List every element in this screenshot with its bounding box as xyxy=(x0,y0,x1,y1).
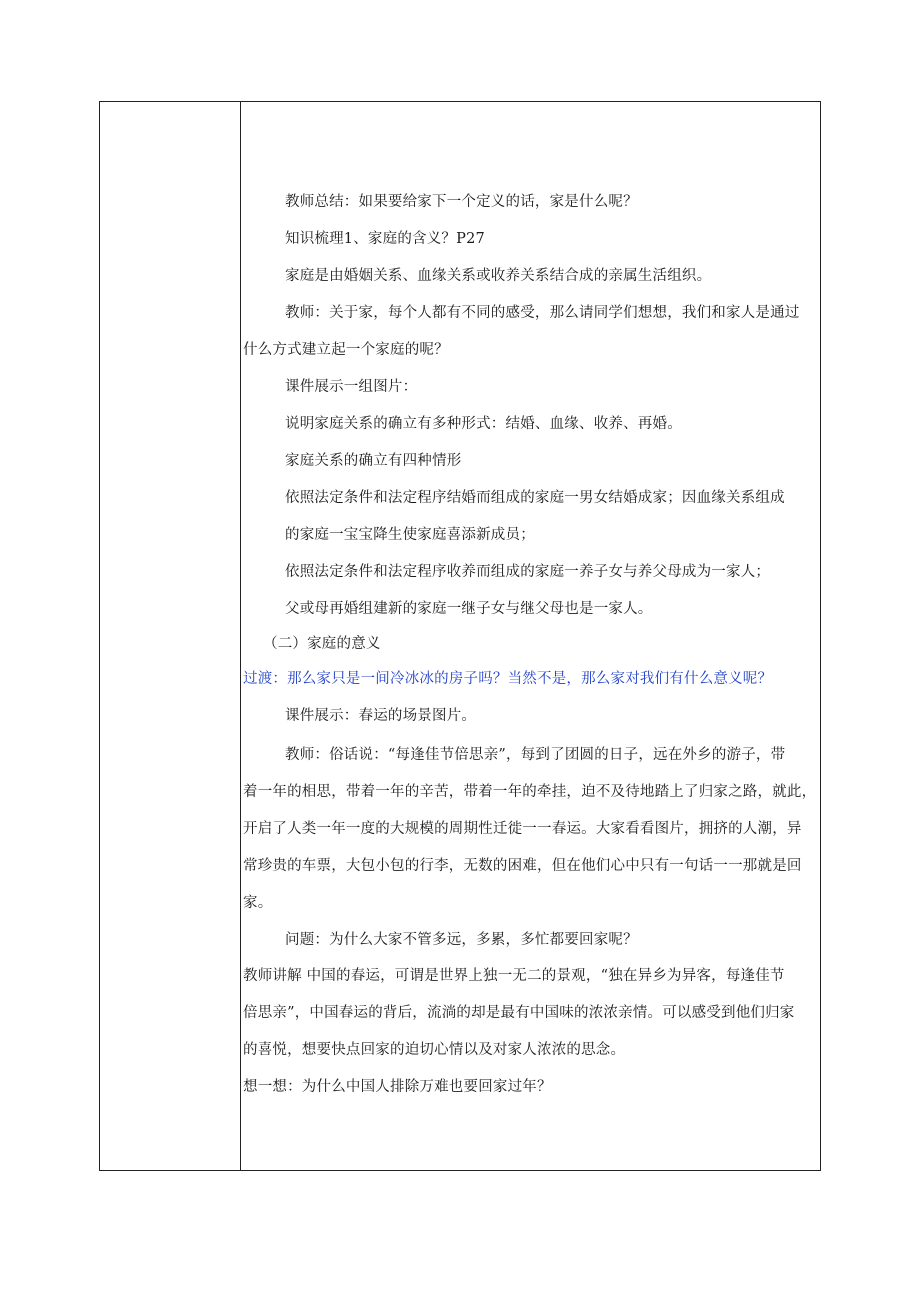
family-definition-text: 家庭是由婚姻关系、血缘关系或收养关系结合成的亲属生活组织。 xyxy=(285,268,712,284)
situation-adoption-text: 依照法定条件和法定程序收养而组成的家庭一养子女与养父母成为一家人； xyxy=(285,564,771,580)
teacher-story-line-4: 常珍贵的车票，大包小包的行李，无数的困难，但在他们心中只有一句话一一那就是回 xyxy=(243,858,802,874)
teacher-question-line-1: 教师：关于家，每个人都有不同的感受，那么请同学们想想，我们和家人是通过 xyxy=(285,305,800,321)
teacher-story-line-2: 着一年的相思，带着一年的辛苦，带着一年的牵挂，迫不及待地踏上了归家之路，就此， xyxy=(243,784,817,800)
spring-festival-slide-text: 课件展示：春运的场景图片。 xyxy=(285,708,477,724)
lesson-table xyxy=(99,101,821,1171)
think-question-text: 想一想：为什么中国人排除万难也要回家过年？ xyxy=(243,1079,552,1095)
teacher-summary-text: 教师总结：如果要给家下一个定义的话，家是什么呢？ xyxy=(285,194,638,210)
relationship-forms-text: 说明家庭关系的确立有多种形式：结婚、血缘、收养、再婚。 xyxy=(285,416,682,432)
teacher-question-line-2: 什么方式建立起一个家庭的呢？ xyxy=(243,342,449,358)
left-column-cell xyxy=(100,102,241,1170)
right-column-cell xyxy=(241,102,820,1170)
teacher-story-line-1: 教师：俗话说：“每逢佳节倍思亲”，每到了团圆的日子，远在外乡的游子，带 xyxy=(285,747,786,763)
knowledge-point-heading: 知识梳理1、家庭的含义？P27 xyxy=(285,231,485,247)
transition-text: 过渡：那么家只是一间冷冰冰的房子吗？当然不是，那么家对我们有什么意义呢？ xyxy=(243,671,773,687)
teacher-explain-line-3: 的喜悦，想要快点回家的迫切心情以及对家人浓浓的思念。 xyxy=(243,1042,626,1058)
situation-remarriage-text: 父或母再婚组建新的家庭一继子女与继父母也是一家人。 xyxy=(285,601,653,617)
slide-show-text: 课件展示一组图片： xyxy=(285,379,418,395)
teacher-story-line-5: 家。 xyxy=(243,895,273,911)
situation-marriage-line-1: 依照法定条件和法定程序结婚而组成的家庭一男女结婚成家；因血缘关系组成 xyxy=(285,490,785,506)
teacher-explain-line-1: 教师讲解 中国的春运，可谓是世界上独一无二的景观，“独在异乡为异客，每逢佳节 xyxy=(243,968,785,984)
section-heading-meaning: （二）家庭的意义 xyxy=(263,636,381,652)
teacher-story-line-3: 开启了人类一年一度的大规模的周期性迁徙一一春运。大家看看图片，拥挤的人潮，异 xyxy=(243,821,802,837)
situation-marriage-line-2: 的家庭一宝宝降生使家庭喜添新成员； xyxy=(285,527,535,543)
teacher-explain-line-2: 倍思亲”，中国春运的背后，流淌的却是最有中国味的浓浓亲情。可以感受到他们归家 xyxy=(243,1005,795,1021)
question-text: 问题：为什么大家不管多远，多累，多忙都要回家呢？ xyxy=(285,932,638,948)
four-situations-text: 家庭关系的确立有四种情形 xyxy=(285,453,462,469)
